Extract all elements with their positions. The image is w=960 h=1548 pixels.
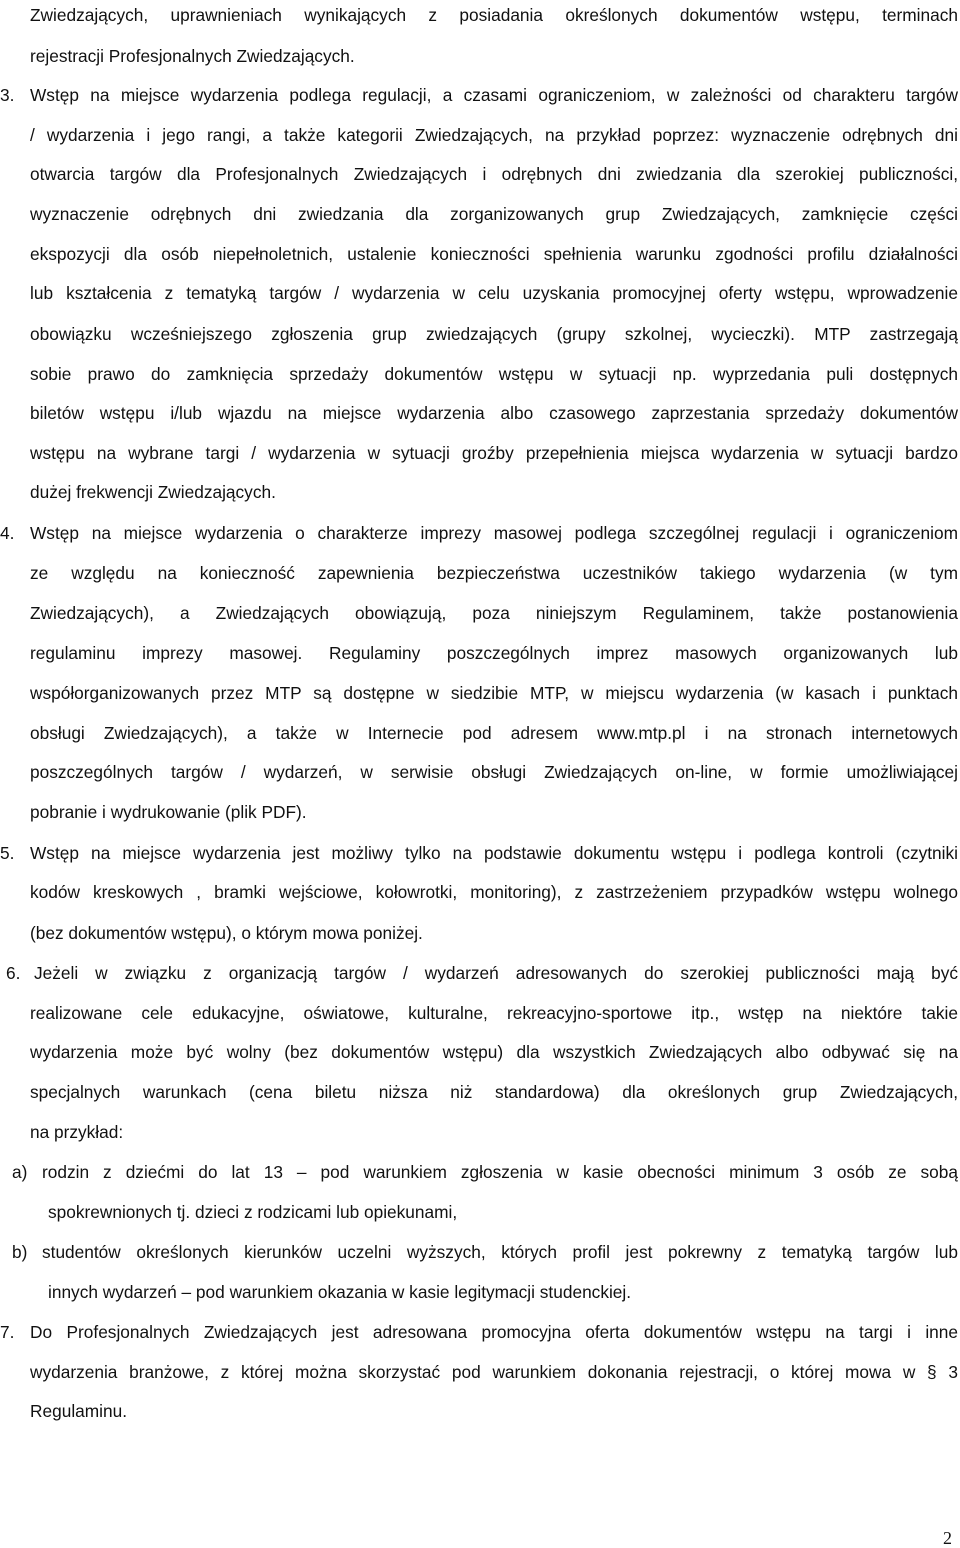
- list-marker: 4.: [0, 523, 15, 543]
- text-line: ekspozycji dla osób niepełnoletnich, ustalenie konieczności spełnienia warunku zgodności profilu działalności: [30, 244, 958, 264]
- text-line: specjalnych warunkach (cena biletu niższa niż standardowa) dla określonych grup Zwiedzających,: [30, 1082, 958, 1102]
- text-line: Wstęp na miejsce wydarzenia podlega regulacji, a czasami ograniczeniom, w zależności od charakteru targów: [30, 85, 958, 105]
- text-line: realizowane cele edukacyjne, oświatowe, kulturalne, rekreacyjno-sportowe itp., wstęp na niektóre takie: [30, 1003, 958, 1023]
- text-line: współorganizowanych przez MTP są dostępne w siedzibie MTP, w miejscu wydarzenia (w kasach i punktach: [30, 683, 958, 703]
- text-line: ze względu na konieczność zapewnienia bezpieczeństwa uczestników takiego wydarzenia (w tym: [30, 563, 958, 583]
- text-line: wydarzenia może być wolny (bez dokumentów wstępu) dla wszystkich Zwiedzających albo odbywać się na: [30, 1042, 958, 1062]
- text-line: spokrewnionych tj. dzieci z rodzicami lub opiekunami,: [48, 1202, 458, 1222]
- text-line: Wstęp na miejsce wydarzenia jest możliwy tylko na podstawie dokumentu wstępu i podlega kontroli (czytniki: [30, 843, 958, 863]
- text-line: studentów określonych kierunków uczelni wyższych, których profil jest pokrewny z tematyką targów lub: [42, 1242, 958, 1262]
- text-line: dużej frekwencji Zwiedzających.: [30, 482, 276, 502]
- text-line: obsługi Zwiedzających), a także w Internecie pod adresem www.mtp.pl i na stronach internetowych: [30, 723, 958, 743]
- list-marker: 3.: [0, 85, 15, 105]
- text-line: Zwiedzających), a Zwiedzających obowiązują, poza niniejszym Regulaminem, także postanowienia: [30, 603, 958, 623]
- text-line: obowiązku wcześniejszego zgłoszenia grup zwiedzających (grupy szkolnej, wycieczki). MTP zastrzegają: [30, 324, 958, 344]
- list-marker: 6.: [6, 963, 21, 983]
- text-line: kodów kreskowych , bramki wejściowe, kołowrotki, monitoring), z zastrzeżeniem przypadków wstępu wolnego: [30, 882, 958, 902]
- text-line: sobie prawo do zamknięcia sprzedaży dokumentów wstępu w sytuacji np. wyprzedania puli dostępnych: [30, 364, 958, 384]
- text-line: regulaminu imprezy masowej. Regulaminy poszczególnych imprez masowych organizowanych lub: [30, 643, 958, 663]
- text-line: Jeżeli w związku z organizacją targów / wydarzeń adresowanych do szerokiej publiczności mają być: [34, 963, 958, 983]
- text-line: Do Profesjonalnych Zwiedzających jest adresowana promocyjna oferta dokumentów wstępu na targi i inne: [30, 1322, 958, 1342]
- page-number: 2: [943, 1528, 952, 1548]
- text-line: otwarcia targów dla Profesjonalnych Zwiedzających i odrębnych dni zwiedzania dla szerokiej publiczności,: [30, 164, 958, 184]
- text-line: rodzin z dziećmi do lat 13 – pod warunkiem zgłoszenia w kasie obecności minimum 3 osób ze sobą: [42, 1162, 958, 1182]
- text-line: Wstęp na miejsce wydarzenia o charakterze imprezy masowej podlega szczególnej regulacji i ograniczeniom: [30, 523, 958, 543]
- text-line: wydarzenia branżowe, z której można skorzystać pod warunkiem dokonania rejestracji, o której mowa w § 3: [30, 1362, 958, 1382]
- text-line: (bez dokumentów wstępu), o którym mowa poniżej.: [30, 923, 423, 943]
- text-line: na przykład:: [30, 1122, 124, 1142]
- list-marker: 5.: [0, 843, 15, 863]
- text-line: rejestracji Profesjonalnych Zwiedzających.: [30, 46, 355, 66]
- text-line: lub kształcenia z tematyką targów / wydarzenia w celu uzyskania promocyjnej oferty wstępu, wprowadzenie: [30, 283, 958, 303]
- text-line: Zwiedzających, uprawnieniach wynikających z posiadania określonych dokumentów wstępu, terminach: [30, 5, 958, 25]
- text-line: wstępu na wybrane targi / wydarzenia w sytuacji groźby przepełnienia miejsca wydarzenia w sytuacji bardzo: [30, 443, 958, 463]
- text-line: pobranie i wydrukowanie (plik PDF).: [30, 802, 307, 822]
- text-line: poszczególnych targów / wydarzeń, w serwisie obsługi Zwiedzających on-line, w formie umożliwiającej: [30, 762, 958, 782]
- text-line: Regulaminu.: [30, 1401, 128, 1421]
- list-marker: 7.: [0, 1322, 15, 1342]
- text-line: / wydarzenia i jego rangi, a także kategorii Zwiedzających, na przykład poprzez: wyznaczenie odrębnych dni: [30, 125, 958, 145]
- list-marker: b): [12, 1242, 28, 1262]
- list-marker: a): [12, 1162, 28, 1182]
- text-line: biletów wstępu i/lub wjazdu na miejsce wydarzenia albo czasowego zaprzestania sprzedaży dokumentów: [30, 403, 958, 423]
- text-line: wyznaczenie odrębnych dni zwiedzania dla zorganizowanych grup Zwiedzających, zamknięcie części: [30, 204, 958, 224]
- text-line: innych wydarzeń – pod warunkiem okazania w kasie legitymacji studenckiej.: [48, 1282, 632, 1302]
